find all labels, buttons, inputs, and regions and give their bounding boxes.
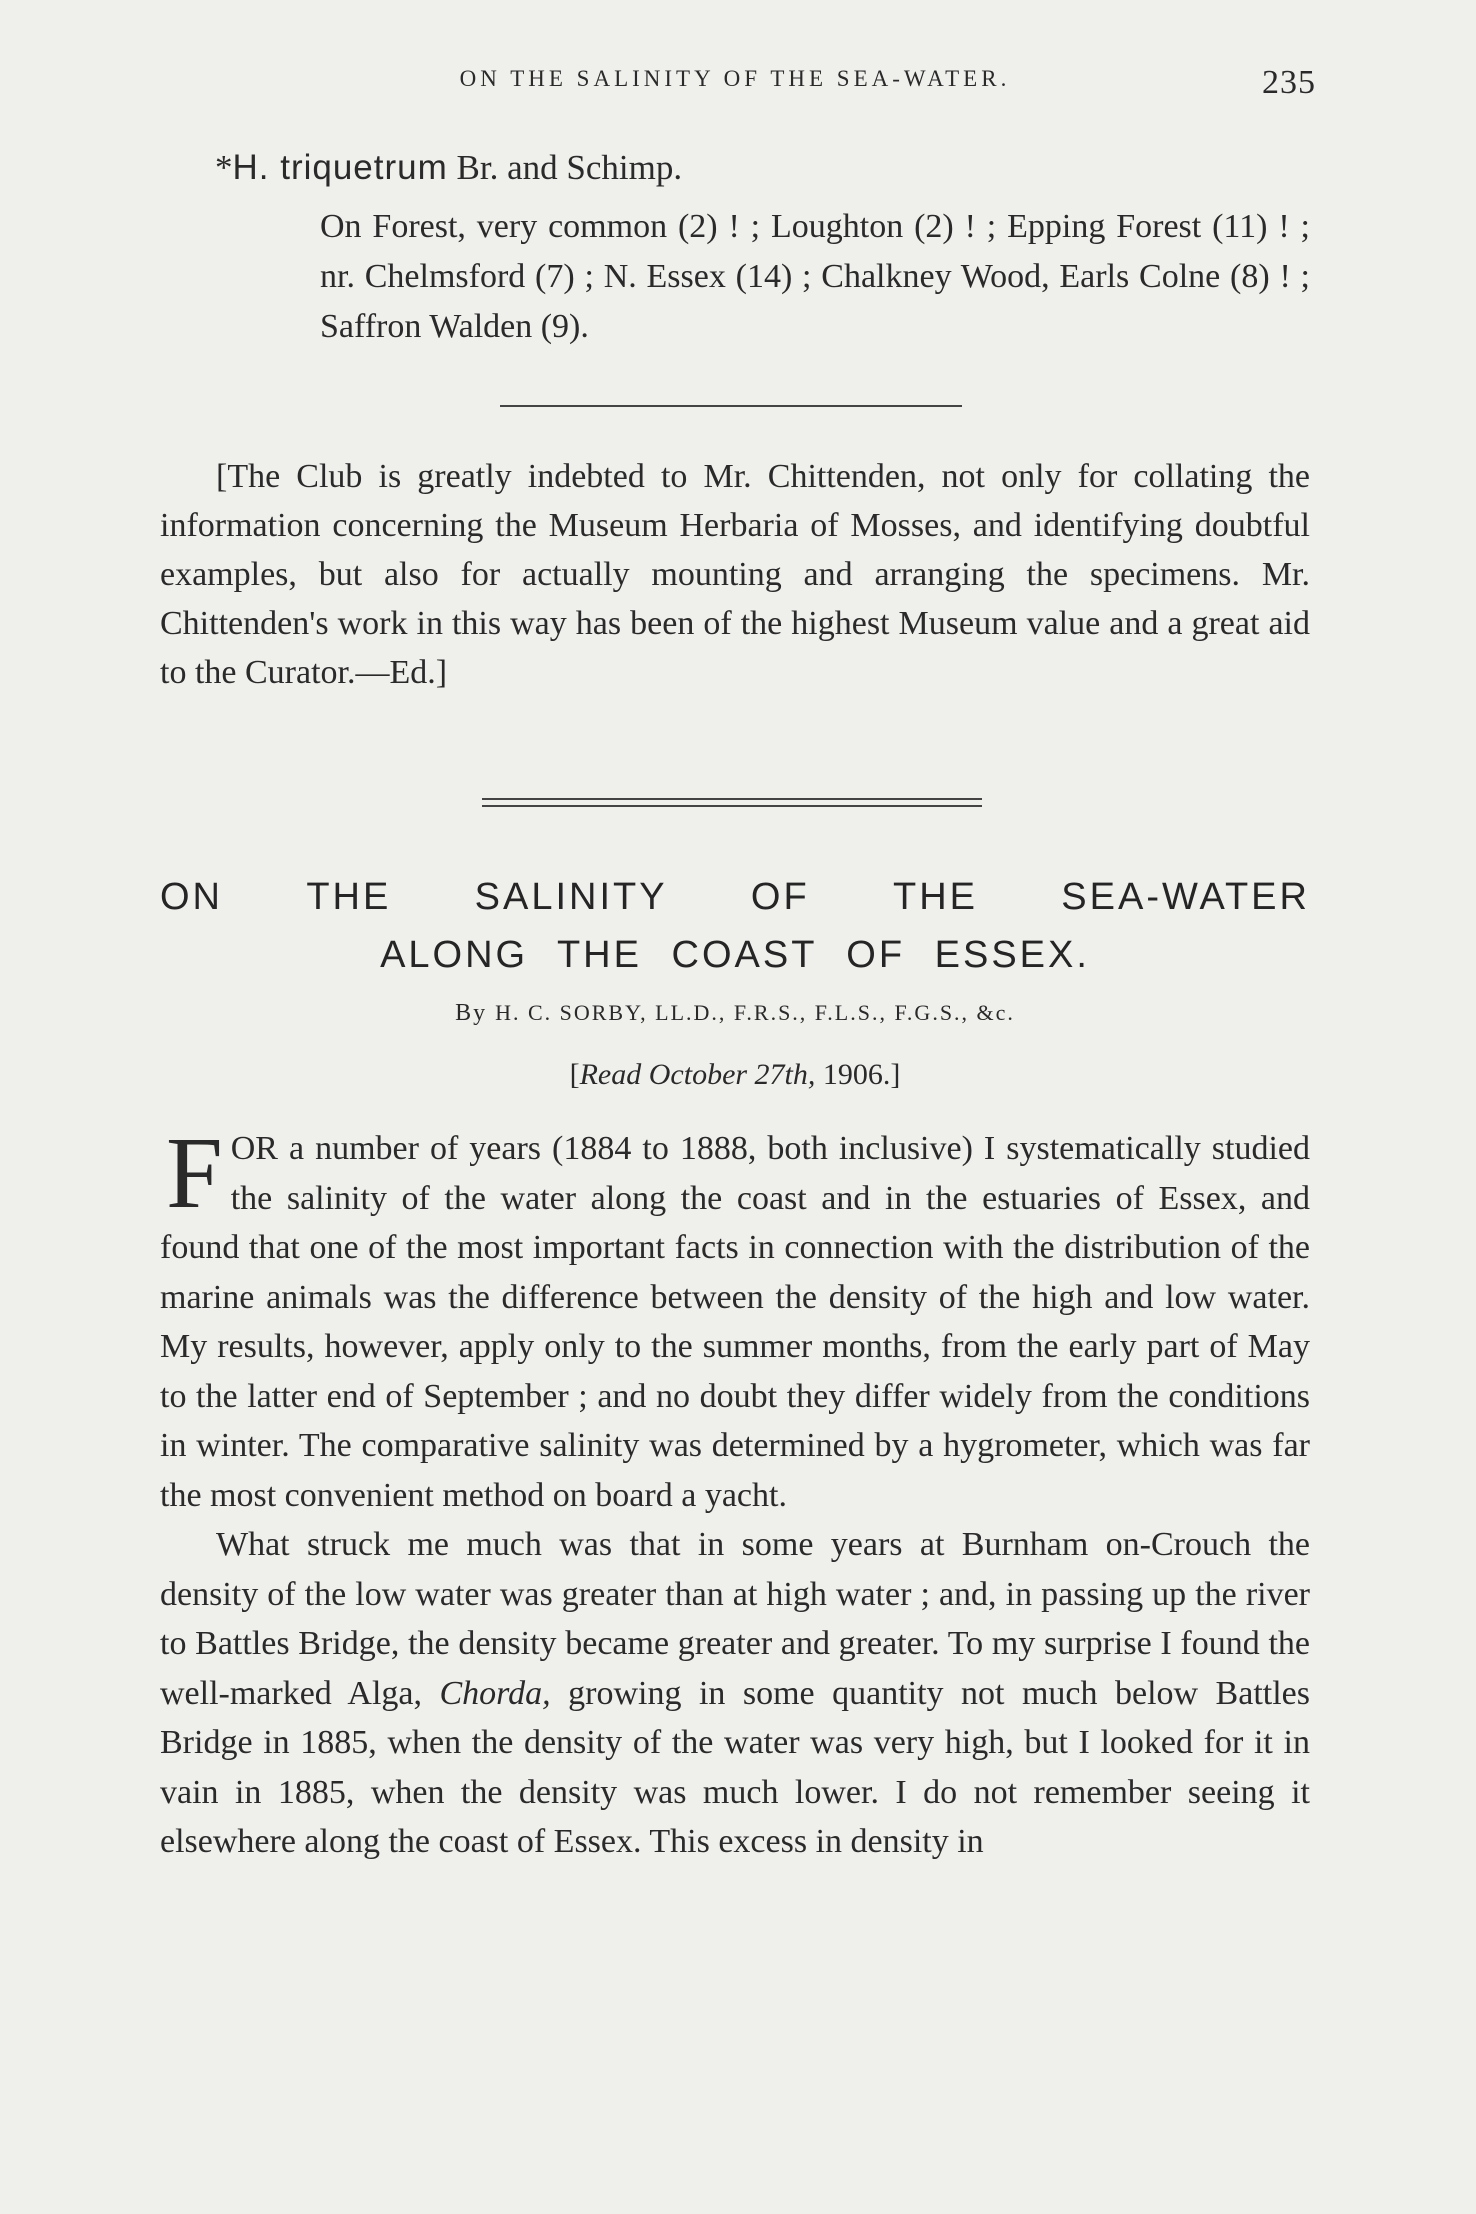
article-title-line-2: ALONG THE COAST OF ESSEX.: [380, 934, 1090, 976]
page-number: 235: [1262, 64, 1316, 101]
species-authority: Br. and Schimp.: [447, 148, 683, 187]
species-name: H. triquetrum: [232, 148, 448, 187]
byline-prefix: By: [455, 1000, 496, 1026]
paragraph-2: [160, 1520, 1310, 1867]
byline-author: H. C. SORBY, LL.D., F.R.S., F.L.S., F.G.S., &c.: [495, 1000, 1015, 1025]
paragraph-1-text: OR a number of years (1884 to 1888, both inclusive) I systematically studied the salinity of the water along the coast and in the estuaries of Essex, and found that one of the most important facts in connection with the distribution of the marine animals was the difference between the density of the high and low water. My results, however, apply only to the summer months, from the early part of May to the latter end of September ; and no doubt they differ widely from the conditions in winter. The comparative salinity was determined by a hygrometer, which was far the most convenient method on board a yacht.: [160, 1130, 1310, 1514]
byline: [160, 1000, 1310, 1027]
article-body: [160, 1117, 1310, 1867]
read-date: [160, 1058, 1310, 1092]
read-date-italic: Read October 27th,: [579, 1058, 816, 1091]
running-head: ON THE SALINITY OF THE SEA-WATER.: [459, 66, 1011, 91]
section-divider: [500, 405, 962, 407]
paragraph-2-text-a: What struck me much was that in some years at Burnham on-Crouch the density of the low water was greater than at high water ; and, in passing up the river to Battles Bridge, the density became greater and greater. To my surprise I found the well-marked Alga,: [160, 1526, 1310, 1712]
article-title: [160, 868, 1310, 984]
read-date-year: 1906.]: [815, 1058, 901, 1091]
paragraph-1: [160, 1117, 1310, 1520]
title-word: THE: [892, 876, 978, 918]
species-heading: [215, 148, 682, 188]
read-date-open: [: [569, 1058, 580, 1091]
title-word: ON: [160, 876, 223, 918]
article-divider: [482, 798, 982, 807]
title-word: SEA-WATER: [1061, 876, 1310, 918]
drop-cap: F: [166, 1117, 223, 1230]
paragraph-2-italic: Chorda,: [439, 1674, 551, 1712]
species-marker: *: [215, 148, 233, 187]
species-localities: On Forest, very common (2) ! ; Loughton (2) ! ; Epping Forest (11) ! ; nr. Chelmsford (7) ; N. Essex (14) ; Chalkney Wood, Earls Colne (8) ! ; Saffron Walden (9).: [320, 208, 1310, 345]
title-word: THE: [306, 876, 392, 918]
editor-note-text: [The Club is greatly indebted to Mr. Chittenden, not only for collating the information concerning the Museum Herbaria of Mosses, and identifying doubtful examples, but also for actually mounting and arranging the specimens. Mr. Chittenden's work in this way has been of the highest Museum value and a great aid to the Curator.—Ed.]: [160, 458, 1310, 691]
title-word: OF: [750, 876, 810, 918]
article-title-line-1: [160, 868, 1310, 926]
title-word: SALINITY: [474, 876, 668, 918]
editor-note: [160, 452, 1310, 697]
paragraph-2-text-b: growing in some quantity not much below Battles Bridge in 1885, when the density of the water was very high, but I looked for it in vain in 1885, when the density was much lower. I do not remember seeing it elsewhere along the coast of Essex. This excess in density in: [160, 1674, 1310, 1860]
